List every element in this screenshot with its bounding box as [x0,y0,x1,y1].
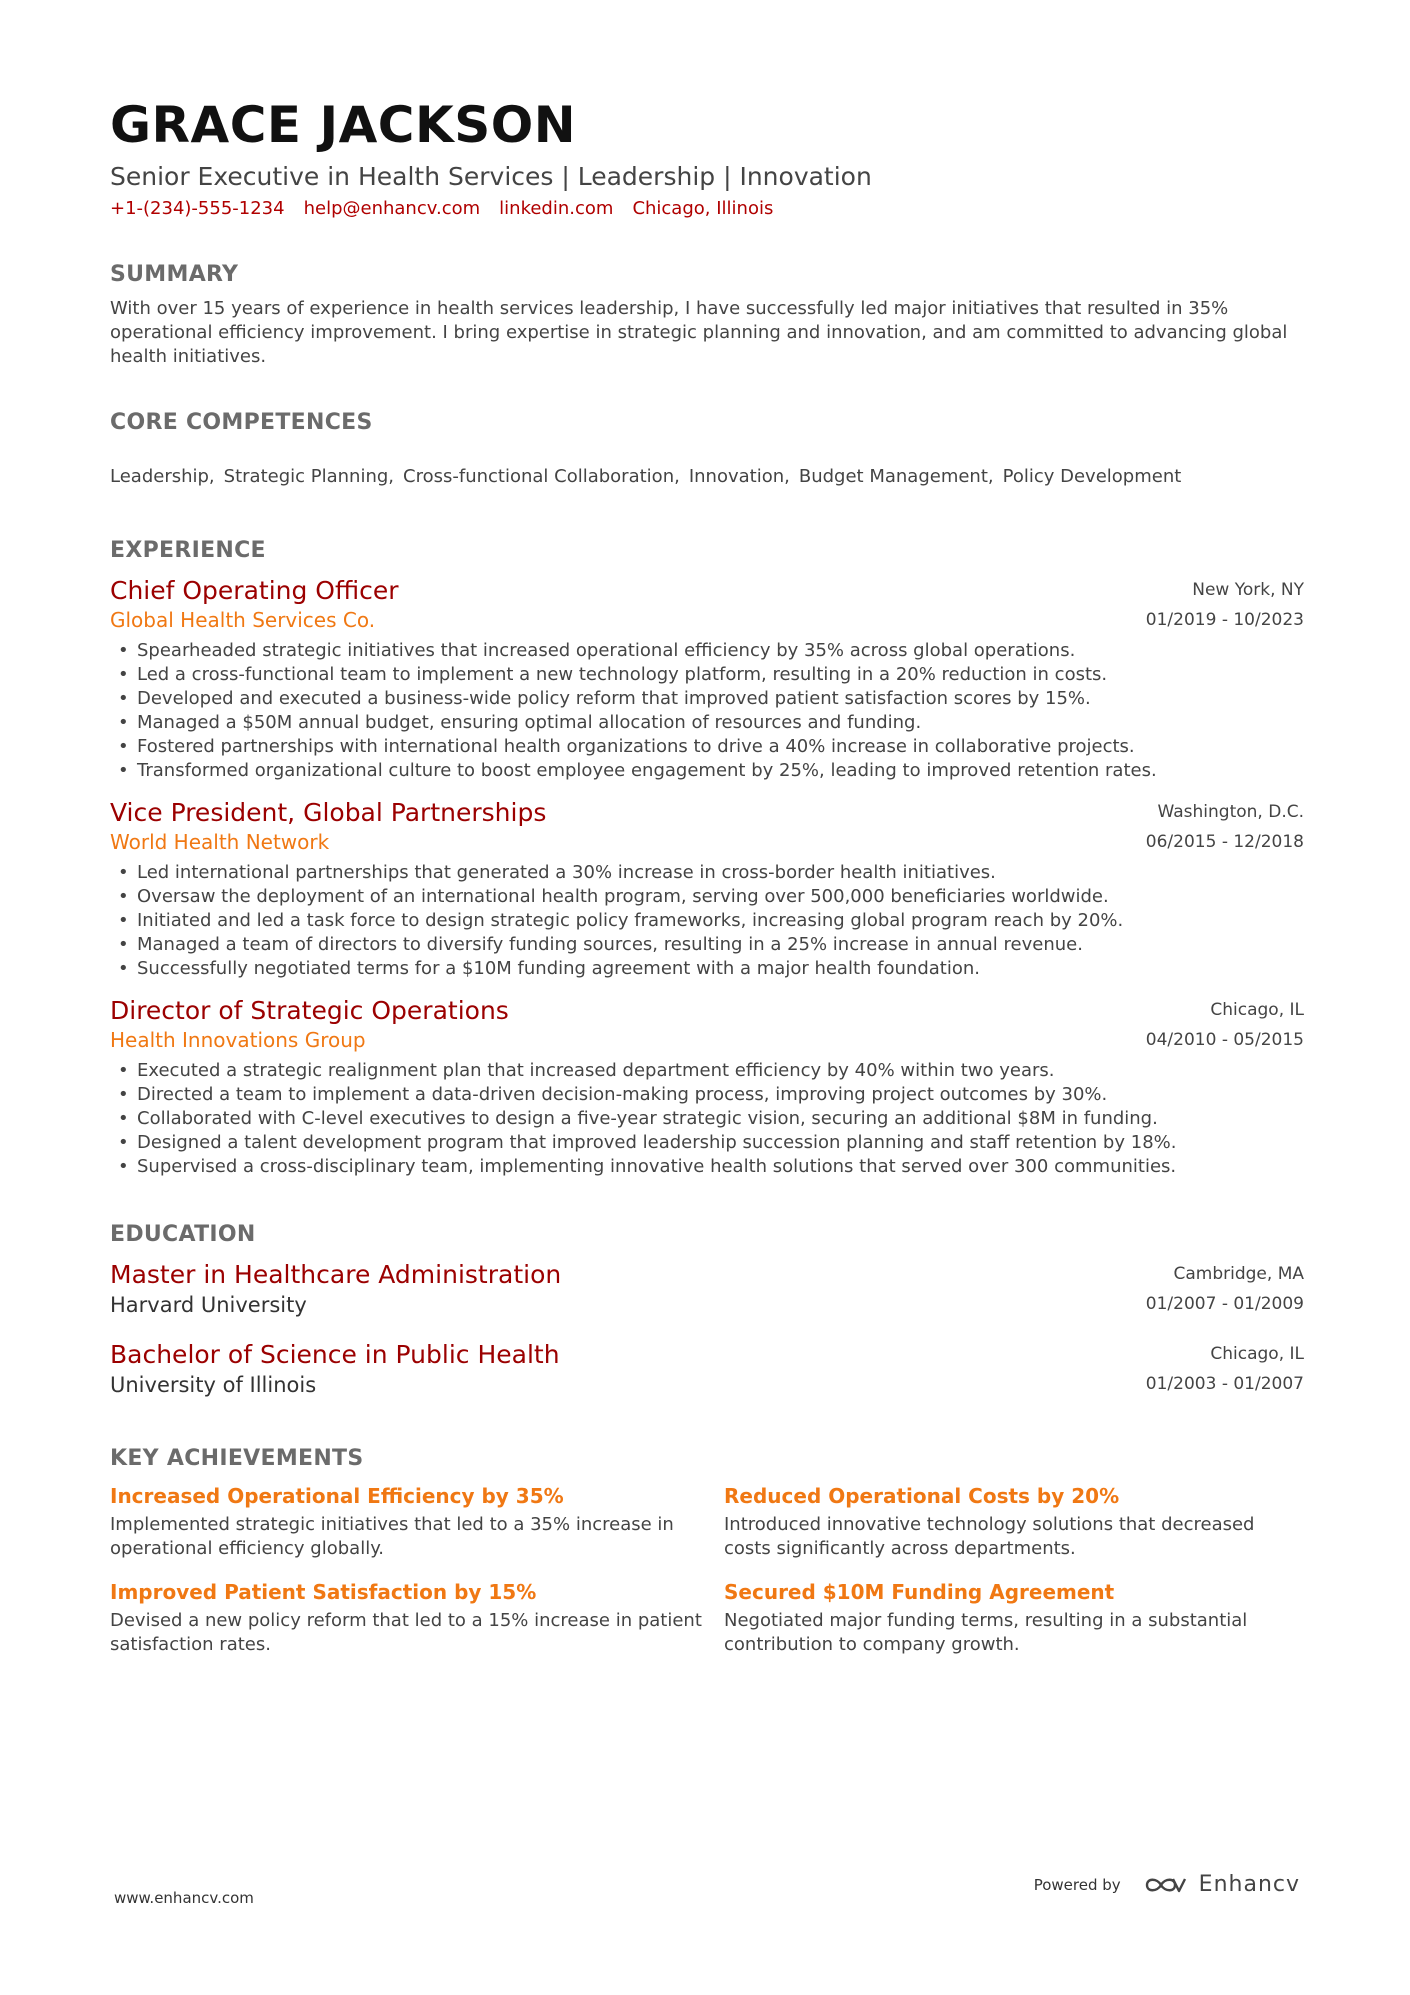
bullet-item: • Led a cross-functional team to implement a new technology platform, resulting in a 20% reduction in costs. [137,663,1304,687]
job-location: Chicago, IL [1210,1000,1304,1020]
degree-title: Master in Healthcare Administration [110,1260,562,1289]
contact-email[interactable]: help@enhancv.com [303,198,481,219]
candidate-name: GRACE JACKSON [110,96,577,154]
bullet-item: • Developed and executed a business-wide policy reform that improved patient satisfaction scores by 15%. [137,687,1304,711]
education-dates: 01/2007 - 01/2009 [1145,1294,1304,1314]
bullet-item: • Led international partnerships that generated a 30% increase in cross-border health initiatives. [137,861,1304,885]
achievement-description: Devised a new policy reform that led to a 15% increase in patient satisfaction rates. [110,1610,702,1655]
section-title-summary: SUMMARY [110,262,239,287]
school-name: Harvard University [110,1293,307,1317]
section-title-experience: EXPERIENCE [110,538,266,563]
bullet-item: • Spearheaded strategic initiatives that increased operational efficiency by 35% across global operations. [137,639,1304,663]
education-location: Chicago, IL [1210,1344,1304,1364]
education-entry [110,1259,1304,1319]
job-bullets [110,861,1304,981]
enhancv-logo[interactable] [1143,1872,1300,1897]
school-name: University of Illinois [110,1373,317,1397]
job-role: Vice President, Global Partnerships [110,798,547,827]
competence-item: Leadership, [110,466,215,487]
achievement-item [110,1483,724,1561]
section-title-competences: CORE COMPETENCES [110,410,373,435]
achievement-title: Reduced Operational Costs by 20% [724,1484,1120,1508]
bullet-item: • Successfully negotiated terms for a $10M funding agreement with a major health foundation. [137,957,1304,981]
job-company: World Health Network [110,830,330,854]
summary-text: With over 15 years of experience in health services leadership, I have successfully led major initiatives that resulted in 35% operational efficiency improvement. I bring expertise in strategic planning and innovation, and am committed to advancing global health initiatives. [110,298,1288,367]
job-company: Global Health Services Co. [110,608,376,632]
job-location: Washington, D.C. [1157,802,1304,822]
competence-item: Policy Development [1002,466,1182,487]
competence-item: Budget Management, [798,466,994,487]
job-location: New York, NY [1192,580,1304,600]
achievement-title: Improved Patient Satisfaction by 15% [110,1580,537,1604]
bullet-item: • Collaborated with C-level executives to design a five-year strategic vision, securing an additional $8M in funding. [137,1107,1304,1131]
bullet-item: • Directed a team to implement a data-driven decision-making process, improving project outcomes by 30%. [137,1083,1304,1107]
education-dates: 01/2003 - 01/2007 [1145,1374,1304,1394]
competence-list [110,465,1304,489]
job-dates: 06/2015 - 12/2018 [1145,832,1304,852]
achievement-item [110,1579,724,1657]
bullet-item: • Supervised a cross-disciplinary team, implementing innovative health solutions that served over 300 communities. [137,1155,1304,1179]
achievement-description: Introduced innovative technology solutions that decreased costs significantly across departments. [724,1514,1255,1559]
job-dates: 01/2019 - 10/2023 [1145,610,1304,630]
job-role: Chief Operating Officer [110,576,399,605]
contact-location: Chicago, Illinois [632,198,774,219]
achievements-grid [110,1483,1304,1657]
competence-item: Cross-functional Collaboration, [403,466,680,487]
contact-phone[interactable]: +1-(234)-555-1234 [110,198,285,219]
achievement-item [724,1579,1304,1657]
achievement-description: Implemented strategic initiatives that led to a 35% increase in operational efficiency globally. [110,1514,674,1559]
headline: Senior Executive in Health Services | Leadership | Innovation [110,162,872,191]
bullet-item: • Oversaw the deployment of an international health program, serving over 500,000 beneficiaries worldwide. [137,885,1304,909]
job-bullets [110,1059,1304,1179]
achievement-description: Negotiated major funding terms, resulting in a substantial contribution to company growth. [724,1610,1248,1655]
competence-item: Innovation, [688,466,790,487]
education-location: Cambridge, MA [1173,1264,1304,1284]
job-entry [110,797,1304,981]
enhancv-logo-icon [1143,1873,1189,1897]
job-entry [110,995,1304,1179]
bullet-item: • Transformed organizational culture to boost employee engagement by 25%, leading to improved retention rates. [137,759,1304,783]
contact-row [110,197,1304,221]
bullet-item: • Fostered partnerships with international health organizations to drive a 40% increase in collaborative projects. [137,735,1304,759]
education-entry [110,1339,1304,1399]
achievement-title: Increased Operational Efficiency by 35% [110,1484,564,1508]
resume-content [110,95,1304,1657]
bullet-item: • Designed a talent development program that improved leadership succession planning and staff retention by 18%. [137,1131,1304,1155]
contact-linkedin[interactable]: linkedin.com [499,198,614,219]
section-title-education: EDUCATION [110,1222,256,1247]
job-entry [110,575,1304,783]
job-company: Health Innovations Group [110,1028,366,1052]
powered-by-label: Powered by [1033,1875,1121,1894]
footer-website-link[interactable]: www.enhancv.com [114,1889,254,1907]
header [110,95,1304,221]
degree-title: Bachelor of Science in Public Health [110,1340,560,1369]
bullet-item: • Managed a $50M annual budget, ensuring optimal allocation of resources and funding. [137,711,1304,735]
competence-item: Strategic Planning, [223,466,395,487]
bullet-item: • Initiated and led a task force to design strategic policy frameworks, increasing global program reach by 20%. [137,909,1304,933]
bullet-item: • Executed a strategic realignment plan that increased department efficiency by 40% within two years. [137,1059,1304,1083]
bullet-item: • Managed a team of directors to diversify funding sources, resulting in a 25% increase in annual revenue. [137,933,1304,957]
footer-brand [1034,1872,1300,1897]
job-bullets [110,639,1304,783]
achievement-item [724,1483,1304,1561]
section-title-achievements: KEY ACHIEVEMENTS [110,1446,364,1471]
brand-name: Enhancv [1198,1872,1300,1897]
job-role: Director of Strategic Operations [110,996,509,1025]
achievement-title: Secured $10M Funding Agreement [724,1580,1115,1604]
job-dates: 04/2010 - 05/2015 [1145,1030,1304,1050]
